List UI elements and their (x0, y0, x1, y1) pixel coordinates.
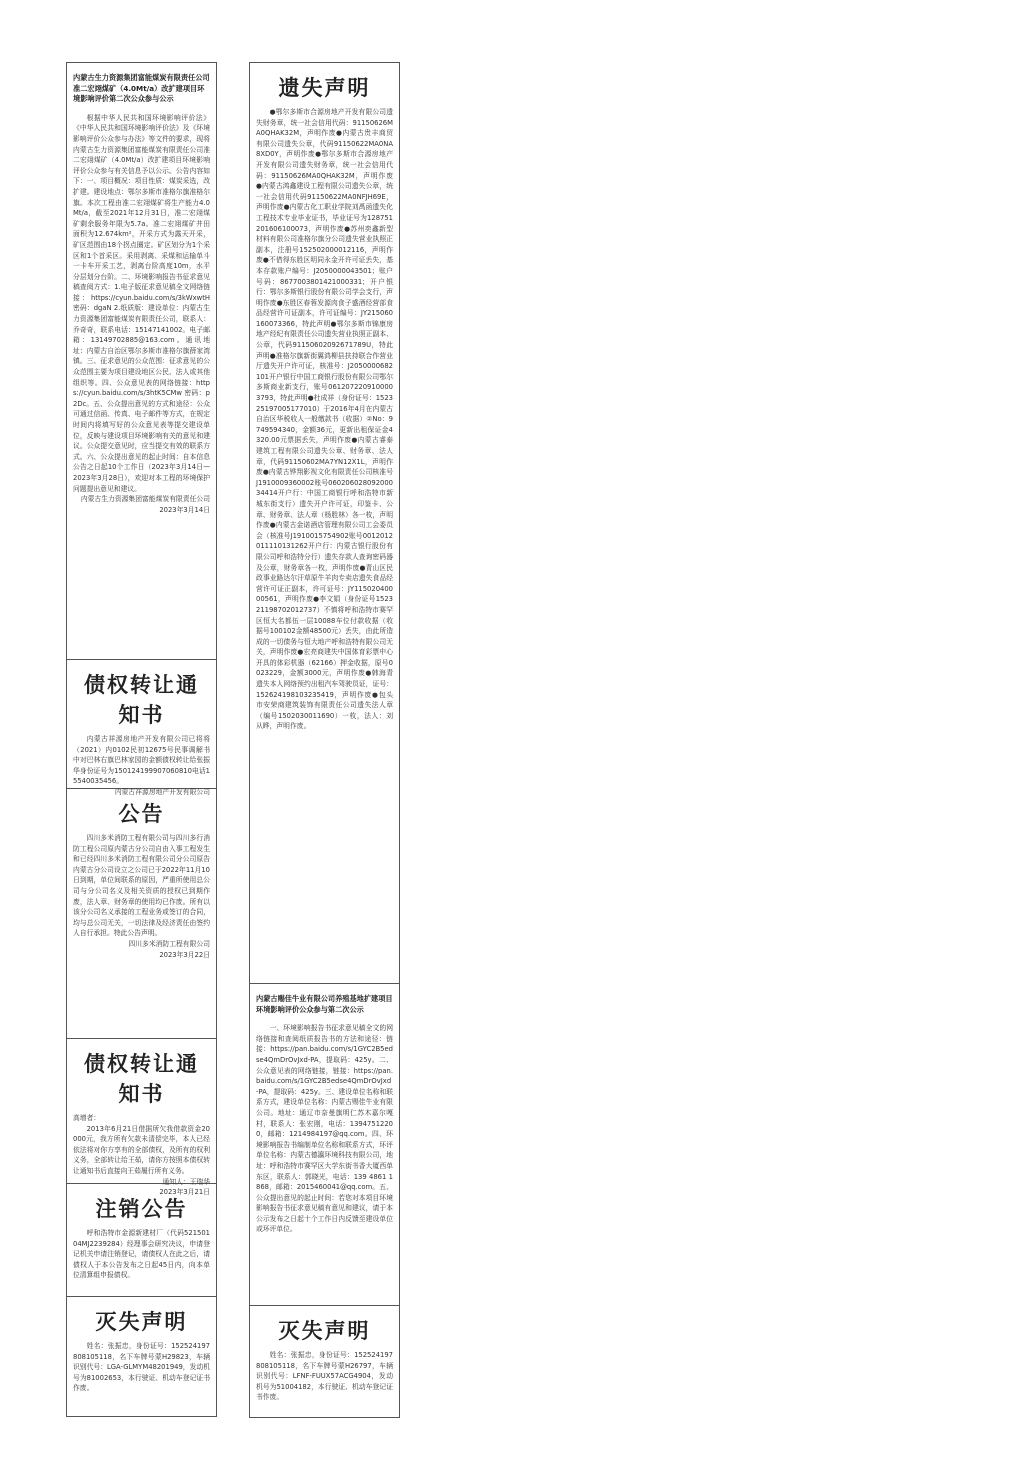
cancel-notice-title: 注销公告 (95, 1196, 188, 1221)
eia-notice-box (66, 62, 217, 660)
loss-notice-main-body: ●鄂尔多斯市合源房地产开发有限公司遗失财务章，统一社会信用代码：91150626MA0QHAK32M，声明作废●内蒙古贵丰商贸有限公司遗失公章，代码91150622MA0NA8XD0Y，声明作废●鄂尔多斯市合源房地产开发有限公司遗失财务章，统一社会信用代码：91150626MA0QHAK32M，声明作废●内蒙古鸿鑫建设工程有限公司遗失公章，统一社会信用代码91150622MA0NFJH69E，声明作废●内蒙古化工职业学院刘禹函遗失化工程技术专业毕业证书，毕业证号为128751201606100073，声明作废●苏州奕鑫新型材料有限公司准格尔旗分公司遗失营业执照正副本，注册号152502000012116，声明作废●不借得东胜区明同永金开许可证丢失，基本存款账户编号：J2050000043501；账户号码：8677003801421000331；开户银行：鄂尔多斯银行股份有限公司学会支行，声明作废●东胜区春蓉发源肉食子盛酒经营部食品经营许可证副本，许可证编号：JY215060160073366，特此声明●鄂尔多斯市锦康房地产经纪有限责任公司遗失营业执照正副本、公章，代码91150602092671789U，特此声明●准格尔旗新街翼鸿柳县扶持联合作营业厅遗失开户许可证，核准号：J2050000682101开户银行中国工商银行股份有限公司鄂尔多斯商业新支行，账号0612072209100003793，特此声明●杜成祥（身份证号：152325197005177010）于2016年4月在内蒙古自治区华税收人一般缴款书（收据）②No：9749594340，金额36元，更新出租保证金4320.00元票据丢失，声明作废●内蒙古睿泰建筑工程有限公司遗失公章、财务章、法人章，代码91150602MA7YN12X1L，声明作废●内蒙古铧翔影视文化有限责任公司核准号J1910009360002账号06020602809200034414开户行：中国工商银行呼和浩特市新城东街支行）遗失开户许可证，印鉴卡、公章、财务章、法人章（杨胜林）各一枚，声明作废●内蒙古金诺酒店管理有限公司工会委员会（核准号J1910015754902账号0012012011110131262开户行：内蒙古银行股份有限公司呼和浩特分行）遗失存款人查询密码器及公章，财务章各一枚，声明作废●青山区民政事业路达尔汗草原牛羊肉专卖店遗失食品经营许可证正副本，许可证号：JY11502040000561，声明作废●李文娟（身份证号152321198702012737）不慎将呼和浩特市赛罕区恒大名都伍一层10088车位付款收据（收据号100102金额48500元）丢失，由此所造成的一切债务与恒大地产呼和浩特有限公司无关，声明作废●宏亮商建失中国体育彩票中心开具的体彩机器（62166）押金收据，原号0023229，金额3000元，声明作废●韩海青遗失本人网络预约出租汽车驾驶员证，证号：152624198103235419，声明作废●包头市安荣商建筑装饰有限责任公司遗失法人章（编号1502030011690）一枚，法人：刘从晔，声明作废。 (256, 108, 393, 731)
announcement-title: 公告 (118, 801, 165, 826)
announcement-date: 2023年3月22日 (159, 950, 210, 959)
eia-notice-signature: 内蒙古生力资源集团富能煤炭有限责任公司 (80, 495, 210, 504)
debt-notice-1-signature: 内蒙古祥源房地产开发有限公司 (114, 787, 210, 796)
right-column (249, 62, 400, 1418)
loss-notice-right-body: 姓名：张振忠，身份证号：152524197808105118，名下车牌号蒙H26797，车辆识别代号：LFNF-FUUX57ACG4904，发动机号为51004182，本行驶证、机动车登记证书作废。 (256, 1351, 393, 1402)
cancel-notice-body: 呼和浩特市金源新建材厂（代码52150104MJ2239284）经理事会研究决议，申请登记机关申请注销登记，请债权人在此之后，请债权人于本公告发布之日起45日内，向本单位清算组申报债权。 (73, 1229, 210, 1280)
loss-notice-right-box (249, 1306, 400, 1418)
eia-notice-2-title: 内蒙古赐佳牛业有限公司养殖基地扩建项目环境影响评价公众参与第二次公示 (256, 994, 393, 1014)
loss-notice-left-title: 灭失声明 (95, 1309, 188, 1334)
loss-notice-right-title: 灭失声明 (278, 1318, 371, 1343)
loss-notice-left-body: 姓名：张振忠，身份证号：152524197808105118，名下车牌号蒙H29823，车辆识别代号：LGA-GLMYM48201949，发动机号为81002653，本行驶证、机动车登记证书作废。 (73, 1342, 210, 1393)
debt-notice-2-body: 2013年6月21日借据所欠我借款资金20000元，我方所有欠款未清偿完毕，本人已经依法将对你方享有的全部债权，及所有的权利义务，全部转让给王茹，请你方按照本债权转让通知书后直接向王茹履行所有义务。 (73, 1124, 210, 1175)
debt-notice-2-box (66, 1039, 217, 1197)
cancel-notice-box (66, 1184, 217, 1297)
debt-notice-1-body: 内蒙古祥源房地产开发有限公司已将将（2021）内0102民初12675号民事调解书中对巴林右旗巴林家园的金额债权转让给张振华身份证号为150124199907060810电话15540035456。 (73, 735, 210, 786)
announcement-box (66, 789, 217, 1039)
loss-notice-left-box (66, 1297, 217, 1417)
debt-notice-2-greeting: 高增者： (73, 1114, 101, 1122)
debt-notice-2-signature: 通知人：王瑞华 (162, 1177, 210, 1186)
eia-notice-body: 根据中华人民共和国环境影响评价法》《中华人民共和国环境影响评价法》及《环境影响评价公众参与办法》等文件的要求，现将内蒙古生力资源集团富能煤炭有限责任公司准二宏翊煤矿（4.0Mt/a）改扩建项目环境影响评价公众参与有关信息予以公示。公告内容如下：一、项目概况：项目性质：煤炭采选，改扩建。建设地点：鄂尔多斯市准格尔旗准格尔旗。本次工程由准二宏翊煤矿将生产能力4.0Mt/a，截至2021年12月31日，准二宏翊煤矿剩余服务年限为5.7a。准二宏翊煤矿井田面积为12.674km²，开采方式为露天开采，矿区范围由18个拐点圈定。矿区划分为1个采区和1个首采区。采用剥离、采煤和运输单斗一卡车开采工艺，剥离台阶高度10m，水平分层划分台阶。二、环境影响报告书征求意见稿查阅方式：1.电子版征求意见稿全文网络链接：https://cyun.baidu.com/s/3kWxwtH 密码：dgaN 2.纸质版：建设单位：内蒙古生力资源集团富能煤炭有限责任公司，联系人：乔奇奇，联系电话：15147141002。电子邮箱：13149702885@163.com。通讯地址：内蒙古自治区鄂尔多斯市准格尔旗薛家湾镇。三、征求意见的公众范围：征求意见的公众范围主要为项目建设地区公民、法人或其他组织等。四、公众意见表的网络链接：https://cyun.baidu.com/s/3htK5CMw 密码：p2Dc。五、公众提出意见的方式和途径：公众可通过信函、传真、电子邮件等方式，在规定时间内将填写好的公众意见表等提交建设单位，反映与建设项目环境影响有关的意见和建议。公众提交意见时，应当提交有效的联系方式。六、公众提出意见的起止时间：自本信息公告之日起10个工作日（2023年3月14日—2023年3月28日），欢迎对本工程的环境保护问题提出意见和建议。 (73, 113, 210, 493)
eia-notice-date: 2023年3月14日 (159, 505, 210, 514)
eia-notice-2-box (249, 984, 400, 1306)
debt-notice-2-title: 债权转让通知书 (84, 1051, 199, 1106)
debt-notice-2-date: 2023年3月21日 (159, 1188, 210, 1197)
debt-notice-1-box (66, 660, 217, 796)
announcement-signature: 四川多米消防工程有限公司 (128, 939, 210, 948)
eia-notice-title: 内蒙古生力资源集团富能煤炭有限责任公司准二宏翊煤矿（4.0Mt/a）改扩建项目环境影响评价第二次公众参与公示 (73, 73, 210, 104)
eia-notice-2-body: 一、环境影响报告书征求意见稿全文的网络链接和查阅纸质报告书的方法和途径：链接：https://pan.baidu.com/s/1GYC2B5edse4QmDrOvJxd-PA，提取码：425y。二、公众意见表的网络链接，链接：https://pan.baidu.com/s/1GYC2B5edse4QmDrOvJxd-PA，提取码：425y。三、建设单位名称和联系方式，建设单位名称：内蒙古赐佳牛业有限公司。地址：通辽市奈曼旗明仁苏木嘉尔嘎村，联系人：张宏刚，电话：13947512200，邮箱：1214984197@qq.com。四、环境影响报告书编制单位名称和联系方式，环评单位名称：内蒙古德瀛环境科技有限公司，地址：呼和浩特市赛罕区大学东街书香大厦西单东区，联系人：郭晓光，电话：139 4861 1868，邮箱：2015460041@qq.com。五、公众提出意见的起止时间：若您对本项目环境影响报告书征求意见稿有意见和建议，请于本公示发布之日起十个工作日内反馈至建设单位或环评单位。 (256, 1024, 393, 1234)
loss-notice-main-box (249, 62, 400, 984)
left-column (66, 62, 217, 1417)
loss-notice-main-title: 遗失声明 (278, 75, 371, 100)
announcement-body: 四川多米消防工程有限公司与四川多行消防工程公司原内蒙古分公司自由入事工程发生和已经四川多米消防工程有限公司分公司原告内蒙古分公司设立之公司已于2022年11月10日到期，单位间联系的原因，严重所使用总公司与分公司名义及相关资质的授权已到期作废，法人章、财务章的使用均已作废。所有以该分公司名义承接的工程业务或签订的合同，均与总公司无关，一切法律及经济责任由签约人自行承担。特此公告声明。 (73, 834, 210, 938)
debt-notice-1-title: 债权转让通知书 (84, 672, 199, 727)
